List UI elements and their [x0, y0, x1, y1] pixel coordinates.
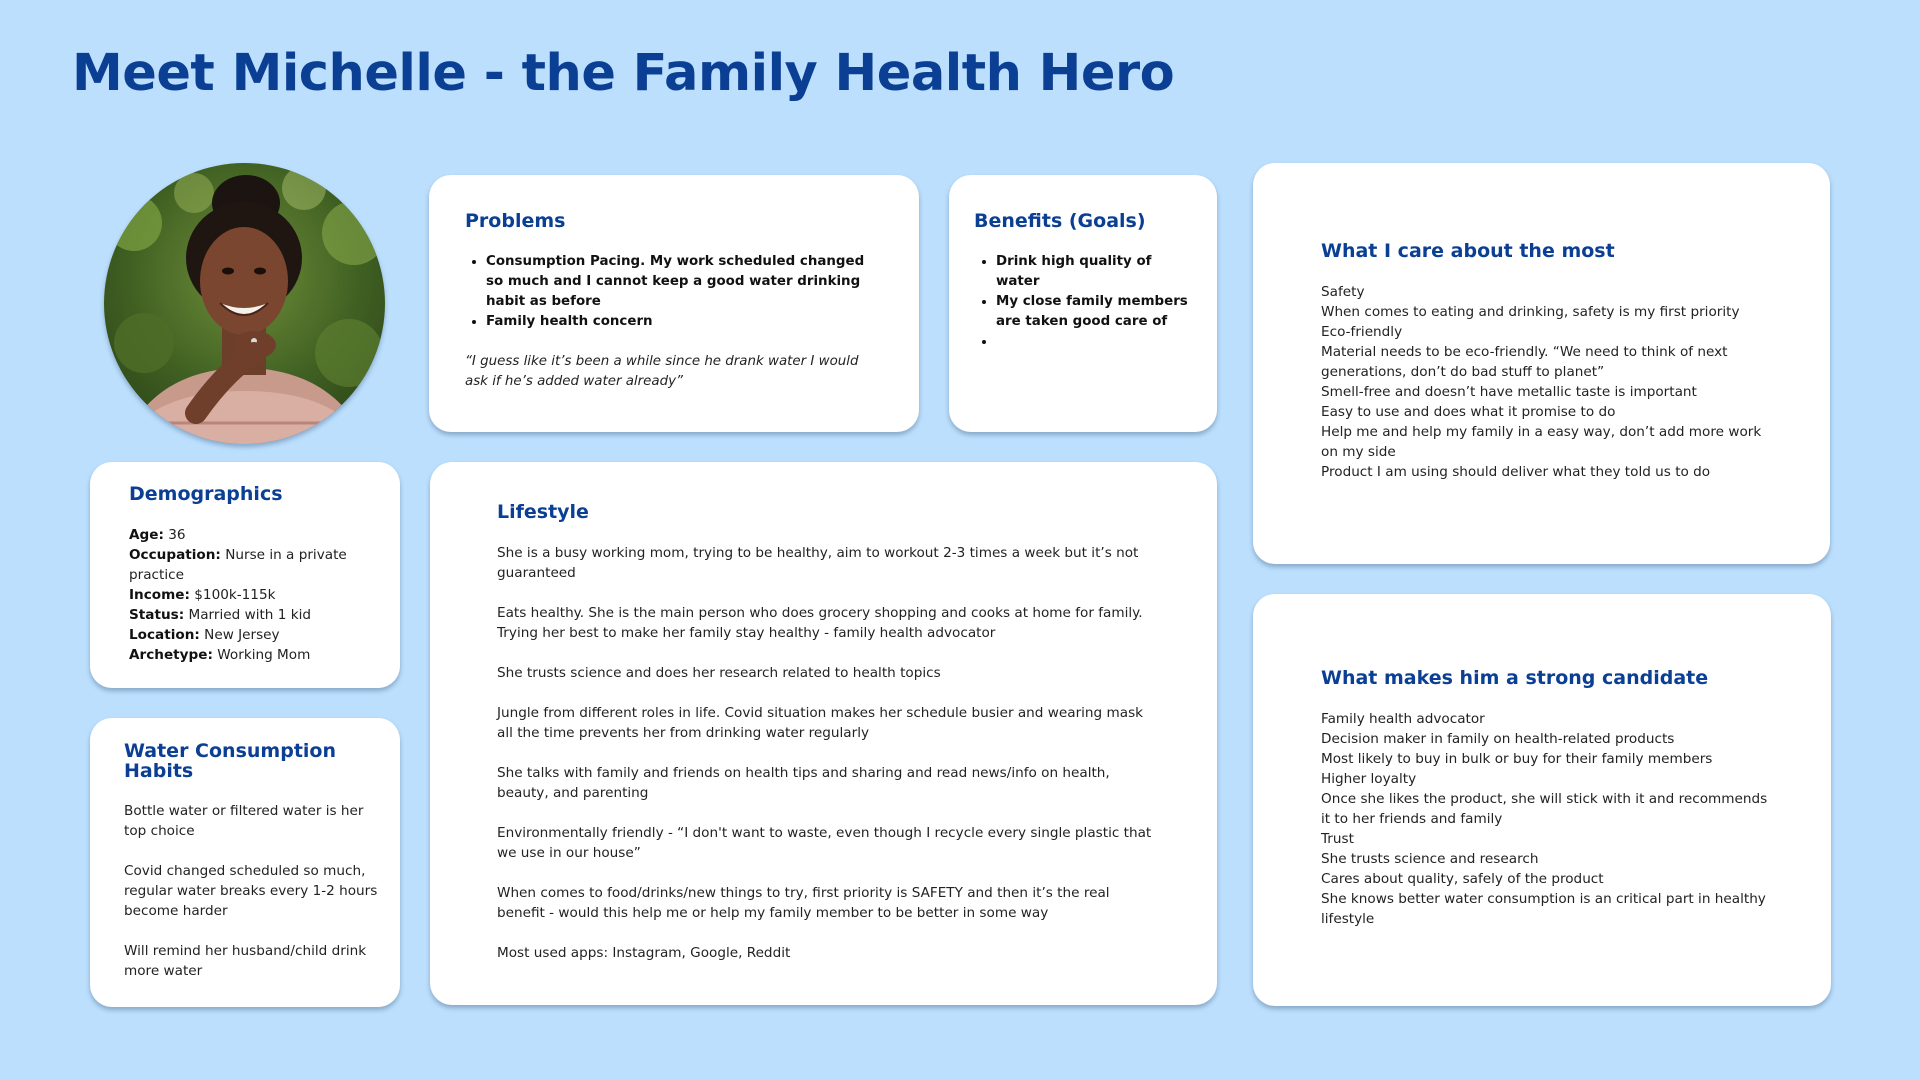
problems-card	[429, 175, 919, 432]
lifestyle-paragraph: She trusts science and does her research related to health topics	[497, 665, 941, 681]
water-habits-text	[124, 801, 380, 981]
field-archetype: Archetype: Working Mom	[129, 647, 311, 663]
care-card	[1253, 163, 1830, 564]
candidate-line: Most likely to buy in bulk or buy for their family members	[1321, 751, 1713, 767]
lifestyle-paragraph: She talks with family and friends on health tips and sharing and read news/info on health, beauty, and parenting	[497, 765, 1110, 801]
benefits-card	[949, 175, 1217, 432]
water-paragraph: Will remind her husband/child drink more water	[124, 943, 367, 979]
lifestyle-paragraph: Jungle from different roles in life. Covid situation makes her schedule busier and wearing mask all the time prevents her from drinking water regularly	[497, 705, 1144, 741]
candidate-line: Higher loyalty	[1321, 771, 1417, 787]
problems-heading: Problems	[465, 210, 566, 232]
care-heading: What I care about the most	[1321, 240, 1615, 262]
candidate-line: Trust	[1321, 831, 1354, 847]
lifestyle-paragraph: She is a busy working mom, trying to be healthy, aim to workout 2-3 times a week but it’s not guaranteed	[497, 545, 1139, 581]
care-line: Product I am using should deliver what they told us to do	[1321, 464, 1711, 480]
candidate-line: Once she likes the product, she will stick with it and recommends it to her friends and family	[1321, 791, 1768, 827]
problems-quote: “I guess like it’s been a while since he drank water I would ask if he’s added water already”	[465, 354, 859, 389]
candidate-line: She knows better water consumption is an critical part in healthy lifestyle	[1321, 891, 1766, 927]
lifestyle-paragraph: When comes to food/drinks/new things to try, first priority is SAFETY and then it’s the real benefit - would this help me or help my family member to be better in some way	[497, 885, 1110, 921]
water-paragraph: Covid changed scheduled so much, regular water breaks every 1-2 hours become harder	[124, 863, 378, 919]
lifestyle-heading: Lifestyle	[497, 501, 589, 523]
lifestyle-paragraph: Eats healthy. She is the main person who does grocery shopping and cooks at home for family. Trying her best to make her family stay healthy - family health advocator	[497, 605, 1143, 641]
benefits-list	[974, 252, 1193, 352]
candidate-line: She trusts science and research	[1321, 851, 1539, 867]
page-title: Meet Michelle - the Family Health Hero	[72, 44, 1175, 103]
care-line: Safety	[1321, 284, 1365, 300]
profile-photo	[104, 163, 385, 444]
field-income: Income: $100k-115k	[129, 587, 276, 603]
candidate-text	[1321, 709, 1771, 929]
care-line: Eco-friendly	[1321, 324, 1403, 340]
demographics-fields	[129, 525, 380, 665]
list-item: • My close family members are taken good care of	[996, 292, 1193, 332]
water-habits-heading: Water Consumption Habits	[124, 740, 336, 782]
lifestyle-paragraph: Environmentally friendly - “I don't want to waste, even though I recycle every single plastic that we use in our house”	[497, 825, 1152, 861]
benefits-heading: Benefits (Goals)	[974, 210, 1146, 232]
list-item: • Consumption Pacing. My work scheduled changed so much and I cannot keep a good water drinking habit as before	[486, 252, 883, 312]
candidate-line: Family health advocator	[1321, 711, 1485, 727]
care-line: When comes to eating and drinking, safety is my first priority	[1321, 304, 1740, 320]
field-location: Location: New Jersey	[129, 627, 280, 643]
water-habits-card	[90, 718, 400, 1007]
candidate-card	[1253, 594, 1831, 1006]
care-line: Smell-free and doesn’t have metallic taste is important	[1321, 384, 1697, 400]
problems-list	[465, 252, 883, 332]
care-line: Material needs to be eco-friendly. “We need to think of next generations, don’t do bad stuff to planet”	[1321, 344, 1728, 380]
care-line: Easy to use and does what it promise to do	[1321, 404, 1616, 420]
field-occupation: Occupation: Nurse in a private practice	[129, 547, 347, 583]
list-item: • Drink high quality of water	[996, 252, 1193, 292]
care-text	[1321, 282, 1770, 482]
list-item	[996, 332, 1193, 352]
lifestyle-text	[497, 543, 1157, 963]
water-paragraph: Bottle water or filtered water is her top choice	[124, 803, 364, 839]
lifestyle-card	[430, 462, 1217, 1005]
candidate-heading: What makes him a strong candidate	[1321, 667, 1709, 689]
demographics-card	[90, 462, 400, 688]
candidate-line: Cares about quality, safely of the product	[1321, 871, 1604, 887]
lifestyle-paragraph: Most used apps: Instagram, Google, Reddit	[497, 945, 791, 961]
field-status: Status: Married with 1 kid	[129, 607, 311, 623]
care-line: Help me and help my family in a easy way, don’t add more work on my side	[1321, 424, 1762, 460]
candidate-line: Decision maker in family on health-related products	[1321, 731, 1675, 747]
demographics-heading: Demographics	[129, 483, 283, 505]
field-age: Age: 36	[129, 527, 186, 543]
list-item: • Family health concern	[486, 312, 883, 332]
